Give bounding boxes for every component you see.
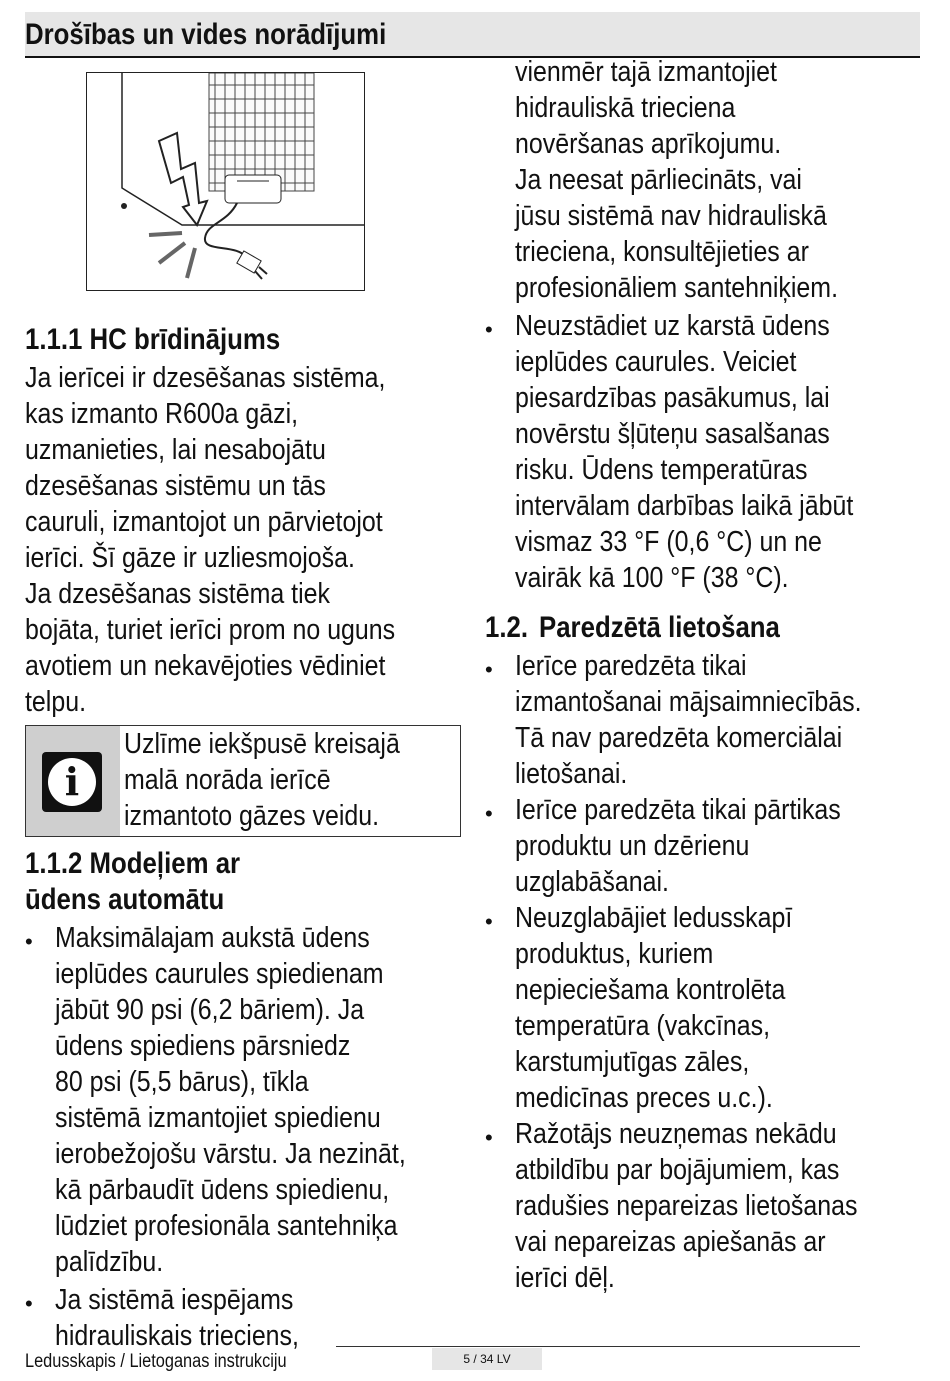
hc-line: kas izmanto R600a gāzi,	[25, 398, 299, 430]
bullet-icon: •	[485, 657, 493, 682]
use-line: temperatūra (vakcīnas,	[515, 1010, 771, 1042]
use-line: uzglabāšanai.	[515, 866, 669, 898]
use-line: produktus, kuriem	[515, 938, 714, 970]
hc-line: Ja ierīcei ir dzesēšanas sistēma,	[25, 362, 386, 394]
water-line: ieplūdes caurules spiedienam	[55, 958, 384, 990]
hc-line: Ja dzesēšanas sistēma tiek	[25, 578, 330, 610]
use-line: Ierīce paredzēta tikai pārtikas	[515, 794, 841, 826]
water-line: hidrauliskais trieciens,	[55, 1320, 299, 1352]
water-line: sistēmā izmantojiet spiedienu	[55, 1102, 381, 1134]
use-line: radušies nepareizas lietošanas	[515, 1190, 858, 1222]
hot-water-line: risku. Ūdens temperatūras	[515, 454, 808, 486]
hot-water-line: vismaz 33 °F (0,6 °C) un ne	[515, 526, 822, 558]
bullet-icon: •	[485, 1125, 493, 1150]
footer-divider	[336, 1346, 860, 1347]
hot-water-line: piesardzības pasākumus, lai	[515, 382, 830, 414]
bullet-icon: •	[25, 929, 33, 954]
water-dispenser-heading: 1.1.2 Modeļiem ar	[25, 847, 241, 880]
lightning-bolt-icon	[159, 133, 207, 225]
hot-water-line: Neuzstādiet uz karstā ūdens	[515, 310, 830, 342]
water-line: kā pārbaudīt ūdens spiedienu,	[55, 1174, 390, 1206]
use-line: nepieciešama kontrolēta	[515, 974, 786, 1006]
use-line: ierīci dēļ.	[515, 1262, 615, 1294]
refrigerator-icon	[87, 73, 364, 290]
continuation-line: novēršanas aprīkojumu.	[515, 128, 782, 160]
hot-water-line: ieplūdes caurules. Veiciet	[515, 346, 797, 378]
use-line: produktu un dzērienu	[515, 830, 750, 862]
use-line: atbildību par bojājumiem, kas	[515, 1154, 840, 1186]
hc-line: avotiem un nekavējoties vēdiniet	[25, 650, 386, 682]
section-number: 1.2.	[485, 611, 529, 644]
hot-water-line: vairāk kā 100 °F (38 °C).	[515, 562, 789, 594]
use-line: medicīnas preces u.c.).	[515, 1082, 773, 1114]
water-line: jābūt 90 psi (6,2 bāriem). Ja	[55, 994, 365, 1026]
water-line: 80 psi (5,5 bārus), tīkla	[55, 1066, 309, 1098]
hc-line: bojāta, turiet ierīci prom no uguns	[25, 614, 396, 646]
use-line: karstumjutīgas zāles,	[515, 1046, 750, 1078]
continuation-line: hidrauliskā trieciena	[515, 92, 736, 124]
continuation-line: Ja neesat pārliecināts, vai	[515, 164, 802, 196]
water-line: ūdens spiediens pārsniedz	[55, 1030, 351, 1062]
use-line: Ierīce paredzēta tikai	[515, 650, 747, 682]
use-line: lietošanai.	[515, 758, 628, 790]
footer-doc-title: Ledusskapis / Lietoganas instrukciju	[25, 1351, 287, 1372]
water-line: ierobežojošu vārstu. Ja nezināt,	[55, 1138, 406, 1170]
hc-line: cauruli, izmantojot un pārvietojot	[25, 506, 383, 538]
hot-water-line: intervālam darbības laikā jābūt	[515, 490, 854, 522]
water-line: palīdzību.	[55, 1246, 164, 1278]
continuation-line: jūsu sistēmā nav hidrauliskā	[515, 200, 827, 232]
hc-line: telpu.	[25, 686, 87, 718]
info-line: izmantoto gāzes veidu.	[124, 800, 380, 832]
continuation-line: vienmēr tajā izmantojiet	[515, 56, 777, 88]
hc-line: uzmanieties, lai nesabojātu	[25, 434, 326, 466]
page-title: Drošības un vides norādījumi	[25, 18, 387, 51]
continuation-line: profesionāliem santehniķiem.	[515, 272, 839, 304]
water-line: Maksimālajam aukstā ūdens	[55, 922, 370, 954]
bullet-icon: •	[485, 317, 493, 342]
water-dispenser-heading: ūdens automātu	[25, 883, 225, 916]
info-note-box	[25, 725, 461, 837]
bullet-icon: •	[485, 801, 493, 826]
hc-line: dzesēšanas sistēmu un tās	[25, 470, 326, 502]
page-number: 5 / 34 LV	[432, 1348, 542, 1370]
info-icon: i	[42, 752, 102, 812]
info-line: malā norāda ierīcē	[124, 764, 331, 796]
fridge-warning-illustration	[86, 72, 365, 291]
hot-water-line: novērstu šļūteņu sasalšanas	[515, 418, 830, 450]
use-line: Tā nav paredzēta komerciālai	[515, 722, 843, 754]
use-line: vai nepareizas apiešanās ar	[515, 1226, 826, 1258]
info-line: Uzlīme iekšpusē kreisajā	[124, 728, 400, 760]
hc-warning-heading: 1.1.1 HC brīdinājums	[25, 323, 281, 356]
water-line: lūdziet profesionāla santehniķa	[55, 1210, 398, 1242]
continuation-line: trieciena, konsultējieties ar	[515, 236, 809, 268]
section-title: Paredzētā lietošana	[539, 611, 780, 644]
bullet-icon: •	[485, 909, 493, 934]
page-header	[25, 12, 920, 58]
use-line: izmantošanai mājsaimniecībās.	[515, 686, 862, 718]
power-plug-icon	[237, 251, 267, 279]
bullet-icon: •	[25, 1291, 33, 1316]
hc-line: ierīci. Šī gāze ir uzliesmojoša.	[25, 542, 355, 574]
water-line: Ja sistēmā iespējams	[55, 1284, 294, 1316]
use-line: Neuzglabājiet ledusskapī	[515, 902, 793, 934]
use-line: Ražotājs neuzņemas nekādu	[515, 1118, 837, 1150]
